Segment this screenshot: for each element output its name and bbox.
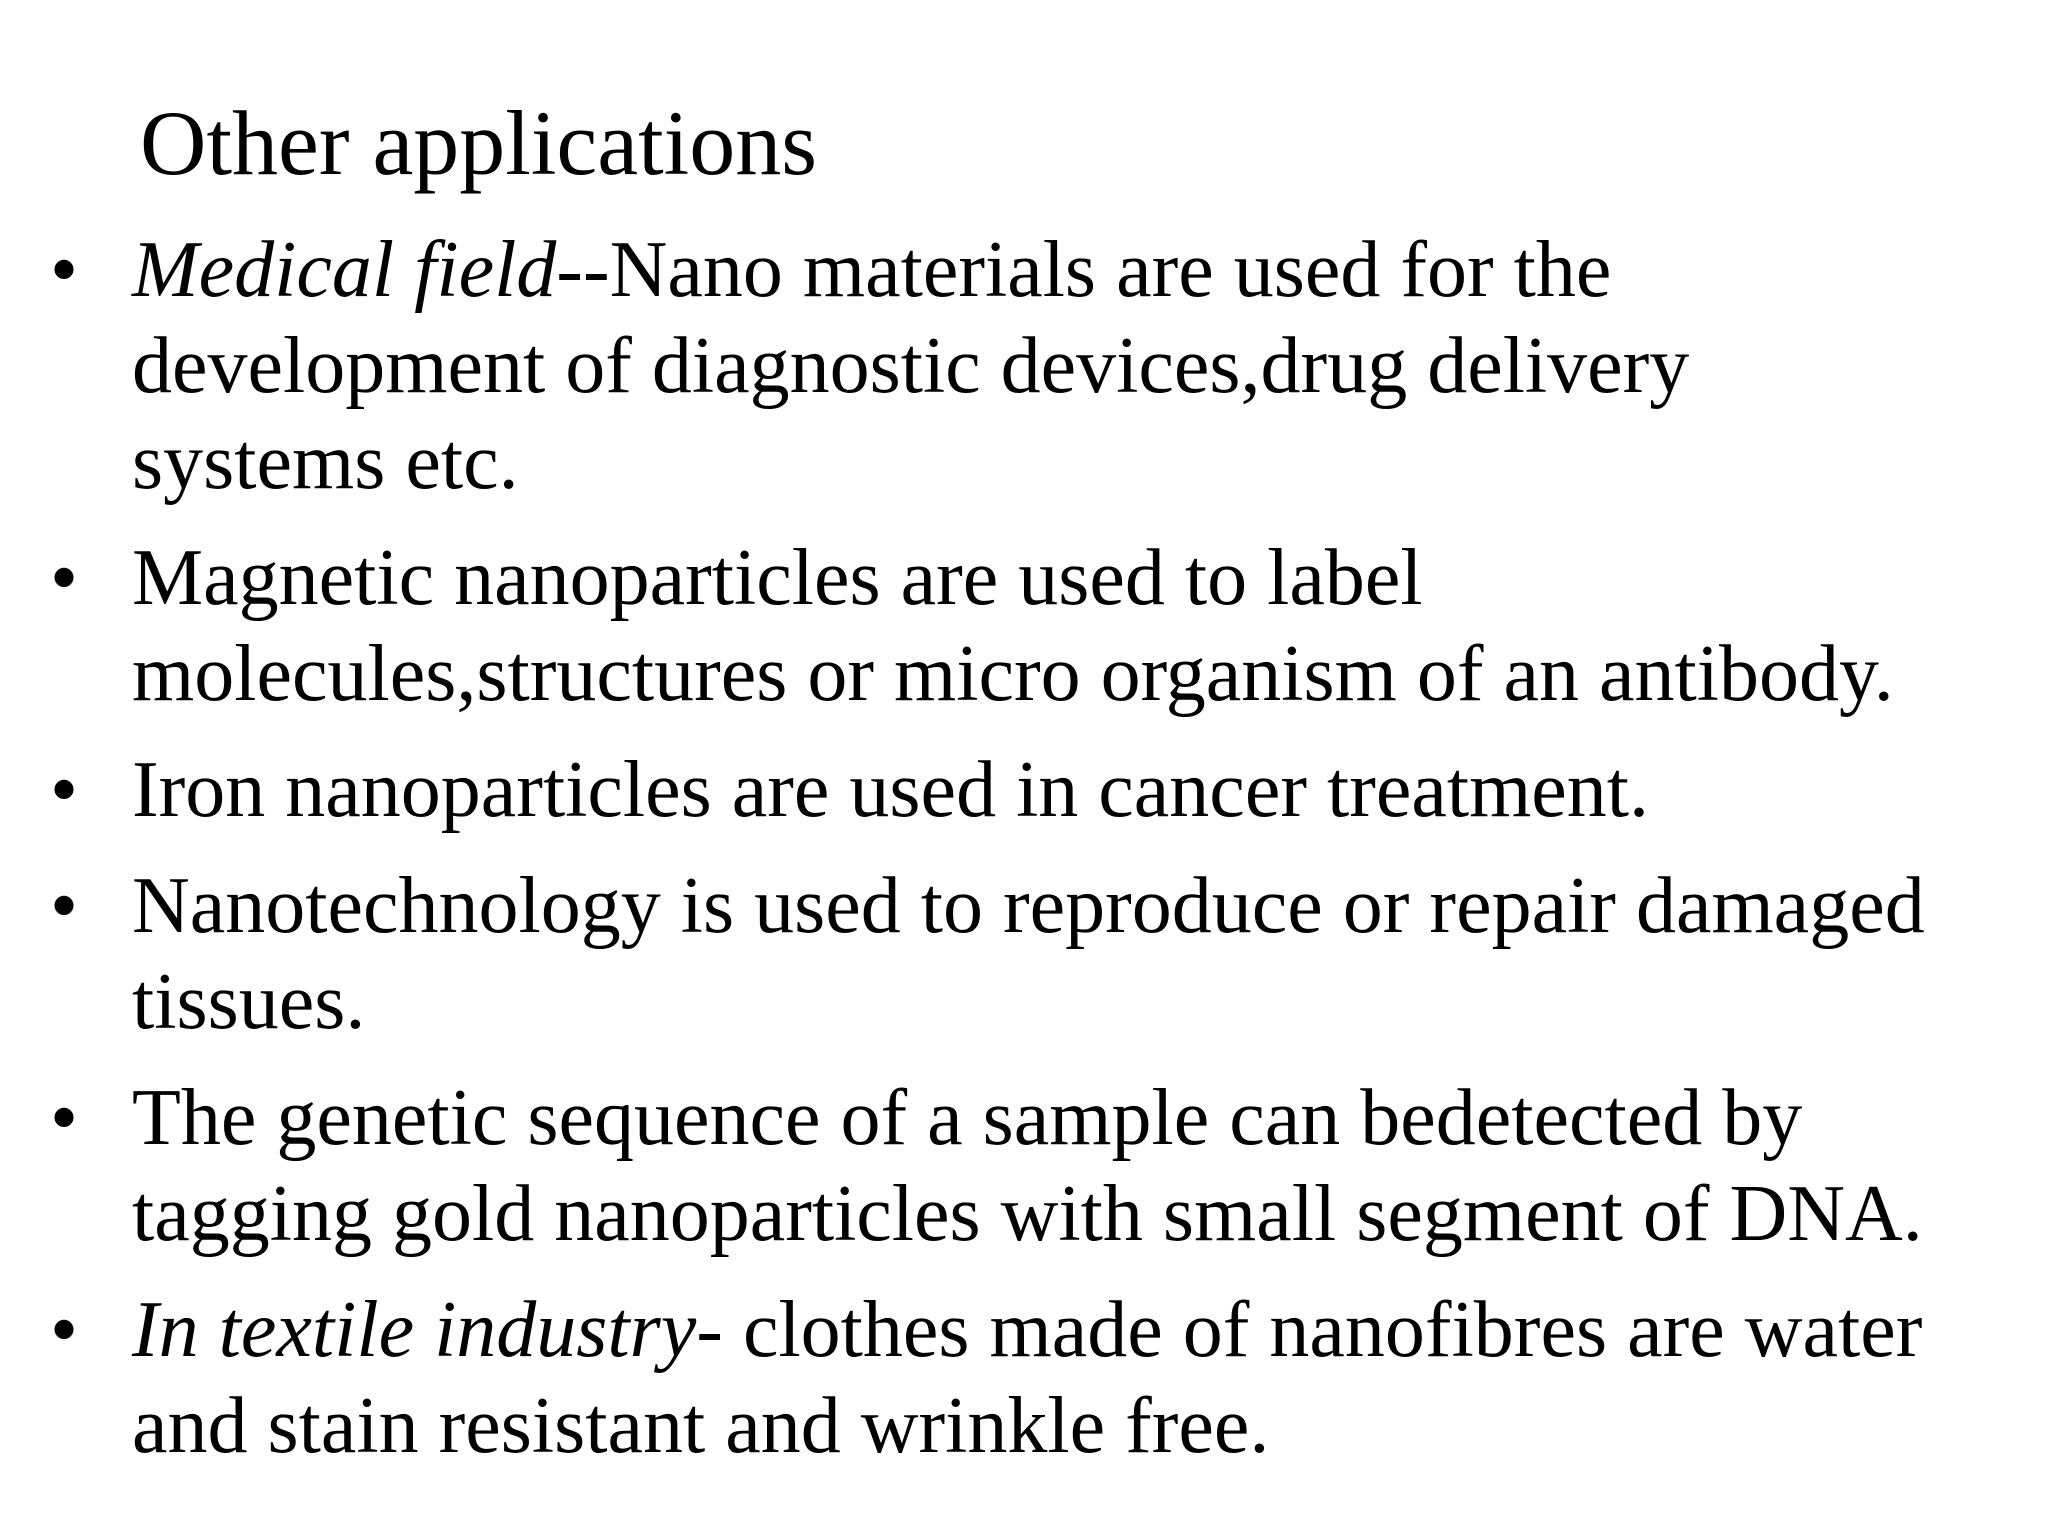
line-text: --Nano materials are used for the: [556, 226, 1612, 314]
list-item-line: Nanotechnology is used to reproduce or repair damaged: [132, 862, 1925, 950]
bullet-icon: •: [50, 746, 79, 834]
list-item-line: [132, 1282, 1922, 1378]
list-item-line: [132, 222, 1611, 318]
line-text: - clothes made of nanofibres are water: [696, 1286, 1923, 1374]
bullet-icon: •: [50, 226, 79, 314]
bullet-icon: •: [50, 534, 79, 622]
list-item-line: Iron nanoparticles are used in cancer treatment.: [132, 746, 1650, 834]
emphasis-text: Medical field: [132, 226, 557, 314]
list-item-line: The genetic sequence of a sample can bedetected by: [132, 1074, 1803, 1162]
emphasis-text: In textile industry: [132, 1286, 697, 1374]
list-item-line: tissues.: [132, 958, 366, 1046]
bullet-icon: •: [50, 1286, 79, 1374]
list-item-line: development of diagnostic devices,drug delivery: [132, 322, 1690, 410]
list-item-line: and stain resistant and wrinkle free.: [132, 1382, 1270, 1470]
bullet-icon: •: [50, 1074, 79, 1162]
list-item-line: Magnetic nanoparticles are used to label: [132, 534, 1423, 622]
slide-title: Other applications: [140, 92, 818, 194]
list-item-line: tagging gold nanoparticles with small segment of DNA.: [132, 1170, 1923, 1258]
list-item-line: systems etc.: [132, 418, 519, 506]
bullet-icon: •: [50, 862, 79, 950]
list-item-line: molecules,structures or micro organism of an antibody.: [132, 630, 1894, 718]
